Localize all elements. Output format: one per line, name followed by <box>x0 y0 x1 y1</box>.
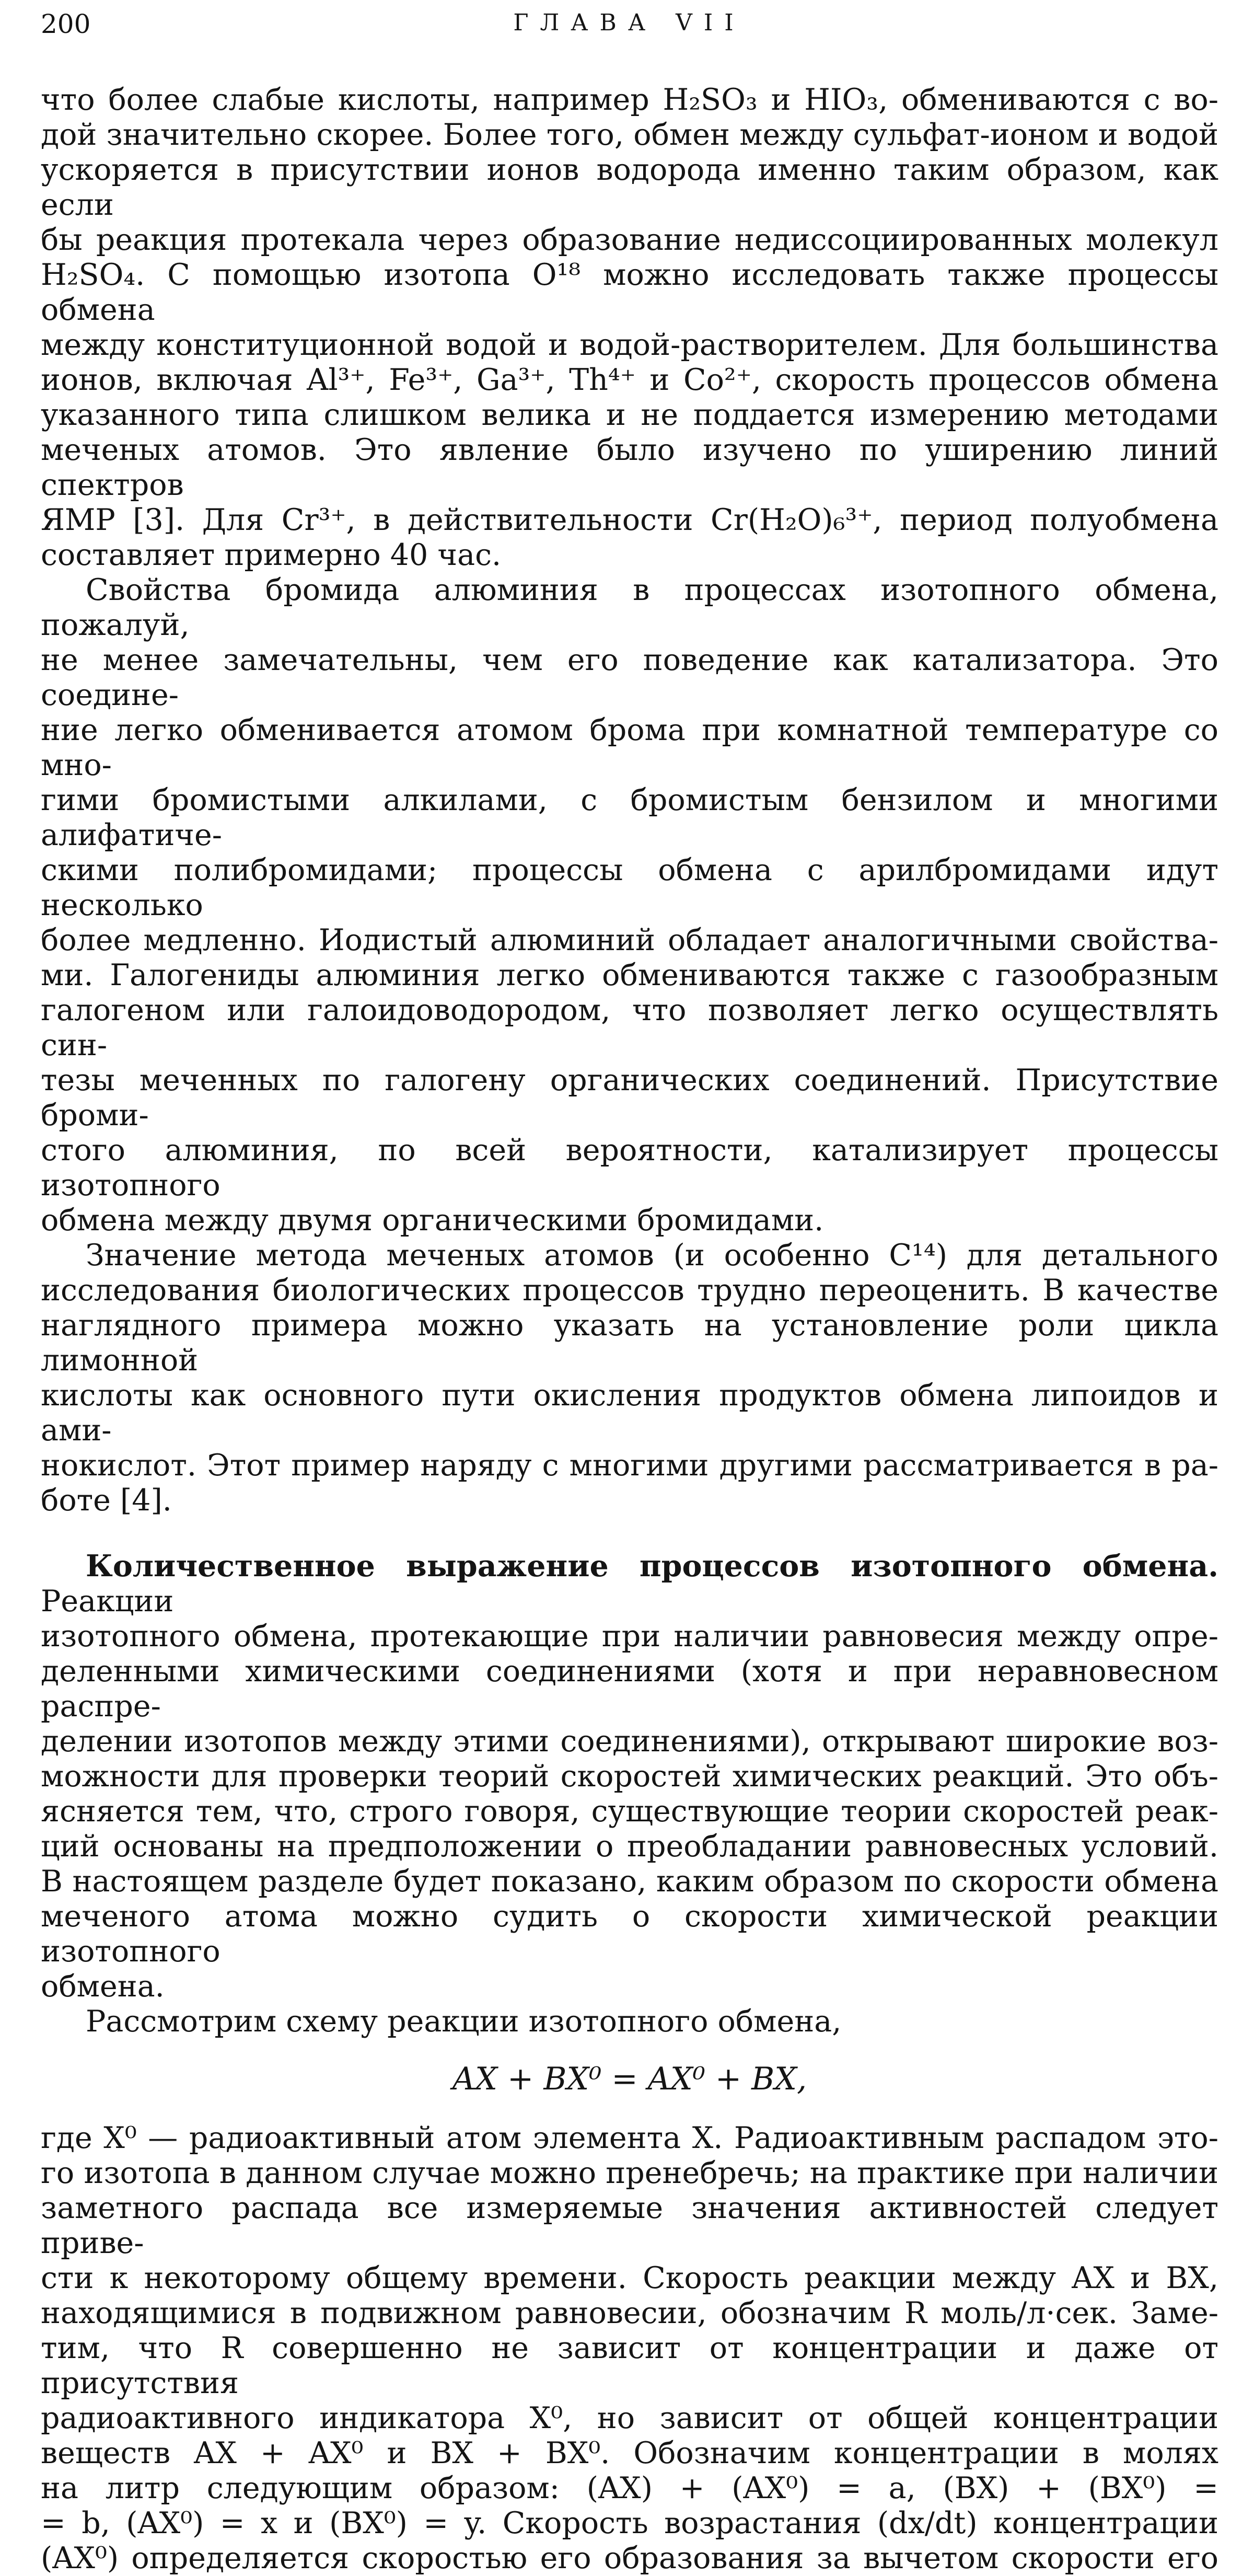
page-body <box>41 83 1218 2576</box>
text-line: ЯМР [3]. Для Cr³⁺, в действительности Cr(H₂O)₆³⁺, период полуобмена <box>41 503 1218 537</box>
text-line: го изотопа в данном случае можно пренебречь; на практике при наличии <box>41 2156 1218 2190</box>
text-line: = b, (AX⁰) = x и (BX⁰) = y. Скорость возрастания (dx/dt) концентрации <box>41 2506 1218 2540</box>
text-line: где X⁰ — радиоактивный атом элемента X. Радиоактивным распадом это- <box>41 2121 1218 2155</box>
text-line: более медленно. Иодистый алюминий обладает аналогичными свойства- <box>41 923 1218 957</box>
section-heading: Количественное выражение процессов изотопного обмена. <box>86 1549 1218 1584</box>
text-line: ми. Галогениды алюминия легко обмениваются также с газообразным <box>41 958 1218 992</box>
text-line: ускоряется в присутствии ионов водорода именно таким образом, как если <box>41 153 1218 222</box>
running-head <box>41 9 1217 46</box>
text-line: на литр следующим образом: (AX) + (AX⁰) = a, (BX) + (BX⁰) = <box>41 2471 1218 2505</box>
text-line: Рассмотрим схему реакции изотопного обмена, <box>86 2004 842 2039</box>
text-line: не менее замечательны, чем его поведение как катализатора. Это соедине- <box>41 643 1218 712</box>
text-line: ние легко обменивается атомом брома при комнатной температуре со мно- <box>41 713 1218 782</box>
heading-tail-text: Реакции <box>41 1584 174 1619</box>
text-line: изотопного обмена, протекающие при наличии равновесия между опре- <box>41 1619 1218 1654</box>
text-line: находящимися в подвижном равновесии, обозначим R моль/л·сек. Заме- <box>41 2296 1218 2330</box>
text-line: можности для проверки теорий скоростей химических реакций. Это объ- <box>41 1759 1218 1794</box>
paragraph-2 <box>41 573 1218 1238</box>
text-line: наглядного примера можно указать на установление роли цикла лимонной <box>41 1308 1218 1378</box>
text-line: Значение метода меченых атомов (и особенно C¹⁴) для детального <box>86 1238 1218 1273</box>
text-line: указанного типа слишком велика и не поддается измерению методами <box>41 398 1218 432</box>
text-line: кислоты как основного пути окисления продуктов обмена липоидов и ами- <box>41 1378 1218 1448</box>
text-line: меченых атомов. Это явление было изучено по уширению линий спектров <box>41 433 1218 502</box>
text-line: гими бромистыми алкилами, с бромистым бензилом и многими алифатиче- <box>41 783 1218 852</box>
paragraph-3 <box>41 1238 1218 1518</box>
text-line: боте [4]. <box>41 1483 172 1518</box>
text-line: бы реакция протекала через образование недиссоциированных молекул <box>41 223 1218 257</box>
text-line: (AX⁰) определяется скоростью его образования за вычетом скорости его <box>41 2541 1218 2575</box>
text-line: тим, что R совершенно не зависит от концентрации и даже от присутствия <box>41 2331 1218 2400</box>
text-line: тезы меченных по галогену органических соединений. Присутствие броми- <box>41 1063 1218 1133</box>
paragraph-4-section <box>41 1549 1218 2004</box>
text-line: нокислот. Этот пример наряду с многими другими рассматривается в ра- <box>41 1448 1218 1483</box>
text-line: составляет примерно 40 час. <box>41 538 502 572</box>
text-line: деленными химическими соединениями (хотя и при неравновесном распре- <box>41 1654 1218 1724</box>
text-line: обмена. <box>41 1969 165 2004</box>
text-line: В настоящем разделе будет показано, каким образом по скорости обмена <box>41 1864 1218 1899</box>
chapter-title: ГЛАВА VII <box>513 9 745 36</box>
text-line: ций основаны на предположении о преобладании равновесных условий. <box>41 1829 1218 1864</box>
text-line: галогеном или галоидоводородом, что позволяет легко осуществлять син- <box>41 993 1218 1062</box>
text-line: H₂SO₄. С помощью изотопа O¹⁸ можно исследовать также процессы обмена <box>41 258 1218 327</box>
page-number: 200 <box>41 9 91 39</box>
text-line: что более слабые кислоты, например H₂SO₃ и HIO₃, обмениваются с во- <box>41 83 1218 117</box>
paragraph-1 <box>41 83 1218 573</box>
text-line: сти к некоторому общему времени. Скорость реакции между AX и BX, <box>41 2261 1218 2295</box>
text-line: веществ AX + AX⁰ и BX + BX⁰. Обозначим концентрации в молях <box>41 2436 1218 2470</box>
text-line: между конституционной водой и водой-растворителем. Для большинства <box>41 328 1218 362</box>
text-line: делении изотопов между этими соединениями), открывают широкие воз- <box>41 1724 1218 1759</box>
text-line: Свойства бромида алюминия в процессах изотопного обмена, пожалуй, <box>41 573 1218 642</box>
equation: AX + BX⁰ = AX⁰ + BX, <box>452 2061 807 2097</box>
paragraph-6 <box>41 2121 1218 2576</box>
text-line: ясняется тем, что, строго говоря, существующие теории скоростей реак- <box>41 1794 1218 1829</box>
text-line: заметного распада все измеряемые значения активностей следует приве- <box>41 2191 1218 2260</box>
section-heading-line <box>41 1549 1218 1619</box>
text-line: ионов, включая Al³⁺, Fe³⁺, Ga³⁺, Th⁴⁺ и Co²⁺, скорость процессов обмена <box>41 363 1218 397</box>
text-line: исследования биологических процессов трудно переоценить. В качестве <box>41 1273 1218 1308</box>
text-line: дой значительно скорее. Более того, обмен между сульфат-ионом и водой <box>41 118 1218 152</box>
text-line: меченого атома можно судить о скорости химической реакции изотопного <box>41 1899 1218 1969</box>
text-line: радиоактивного индикатора X⁰, но зависит от общей концентрации <box>41 2401 1218 2435</box>
paragraph-5 <box>41 2004 1218 2039</box>
text-line: стого алюминия, по всей вероятности, катализирует процессы изотопного <box>41 1133 1218 1203</box>
text-line: скими полибромидами; процессы обмена с арилбромидами идут несколько <box>41 853 1218 922</box>
text-line: обмена между двумя органическими бромидами. <box>41 1203 824 1238</box>
